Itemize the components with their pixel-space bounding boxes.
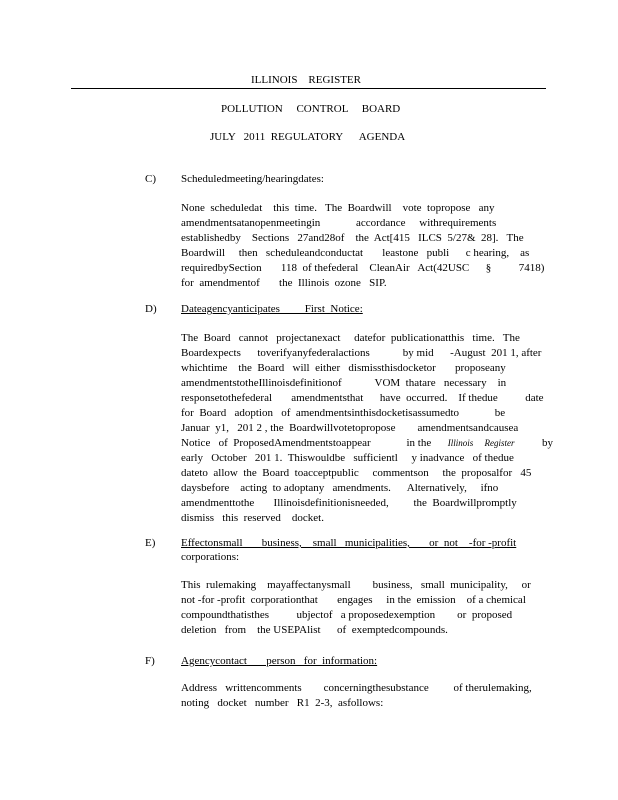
text-line: None scheduledat this time. The Boardwill vote topropose any [181,202,495,214]
agency-name: POLLUTION CONTROL BOARD [221,103,401,115]
text-line: early October 201 1. Thiswouldbe sufficientl y inadvance of thedue [181,452,514,464]
text-line: amendmentstotheIllinoisdefinitionof VOM thatare necessary in [181,377,507,389]
section-title: Agencycontact person for information: [181,655,378,667]
text-line: daysbefore acting to adoptany amendments. Alternatively, ifno [181,482,499,494]
section-letter: F) [145,655,155,667]
text-line: dismiss this reserved docket. [181,512,324,524]
text-line: compoundthatisthes ubjectof a proposedexemption or proposed [181,609,513,621]
register-title: ILLINOIS REGISTER [251,74,361,86]
text-line: noting docket number R1 2-3, asfollows: [181,697,384,709]
section-body [181,201,545,291]
text-line: Address writtencomments concerningthesubstance of therulemaking, [181,682,532,694]
section-body [181,578,531,638]
section-title: Dateagencyanticipates First Notice: [181,303,363,315]
text-line: This rulemaking mayaffectanysmall business, small municipality, or [181,579,531,591]
text-line: for Board adoption of amendmentsinthisdocketisassumedto be [181,407,506,419]
text-line: dateto allow the Board toacceptpublic commentson the proposalfor 45 [181,467,532,479]
text-line [181,436,553,451]
section-body [181,681,532,711]
publication-name: Illinois Register [447,438,515,448]
agenda-title: JULY 2011 REGULATORY AGENDA [210,131,406,143]
text-line: establishedby Sections 27and28of the Act[415 ILCS 5/27& 28]. The [181,232,524,244]
text-line-start: Notice of ProposedAmendmentstoappear in the [181,437,432,449]
text-line: responsetothefederal amendmentsthat have occurred. If thedue date [181,392,544,404]
text-line: Januar y1, 201 2 , the Boardwillvotetopropose amendmentsandcausea [181,422,519,434]
text-line: deletion from the USEPAlist of exemptedcompounds. [181,624,448,636]
text-line: not -for -profit corporationthat engages in the emission of a chemical [181,594,526,606]
text-line: Boardexpects toverifyanyfederalactions by mid -August 201 1, after [181,347,542,359]
text-line: amendmenttothe Illinoisdefinitionisneeded, the Boardwillpromptly [181,497,517,509]
section-letter: E) [145,537,156,549]
text-line: requiredbySection 118 of thefederal CleanAir Act(42USC § 7418) [181,262,545,274]
section-title-continued: corporations: [181,551,240,563]
text-line: The Board cannot projectanexact datefor publicationatthis time. The [181,332,520,344]
section-letter: C) [145,173,156,185]
text-line: whichtime the Board will either dismissthisdocketor proposeany [181,362,506,374]
text-line: amendmentsatanopenmeetingin accordance withrequirements [181,217,497,229]
header-rule [71,88,546,89]
section-title: Effectonsmall business, small municipalities, or not -for -profit [181,537,517,549]
section-body [181,331,553,526]
text-line: for amendmentof the Illinois ozone SIP. [181,277,387,289]
text-line-end: by [541,437,553,449]
section-title: Scheduledmeeting/hearingdates: [181,173,324,185]
section-letter: D) [145,303,157,315]
text-line: Boardwill then scheduleandconductat leastone publi c hearing, as [181,247,530,259]
